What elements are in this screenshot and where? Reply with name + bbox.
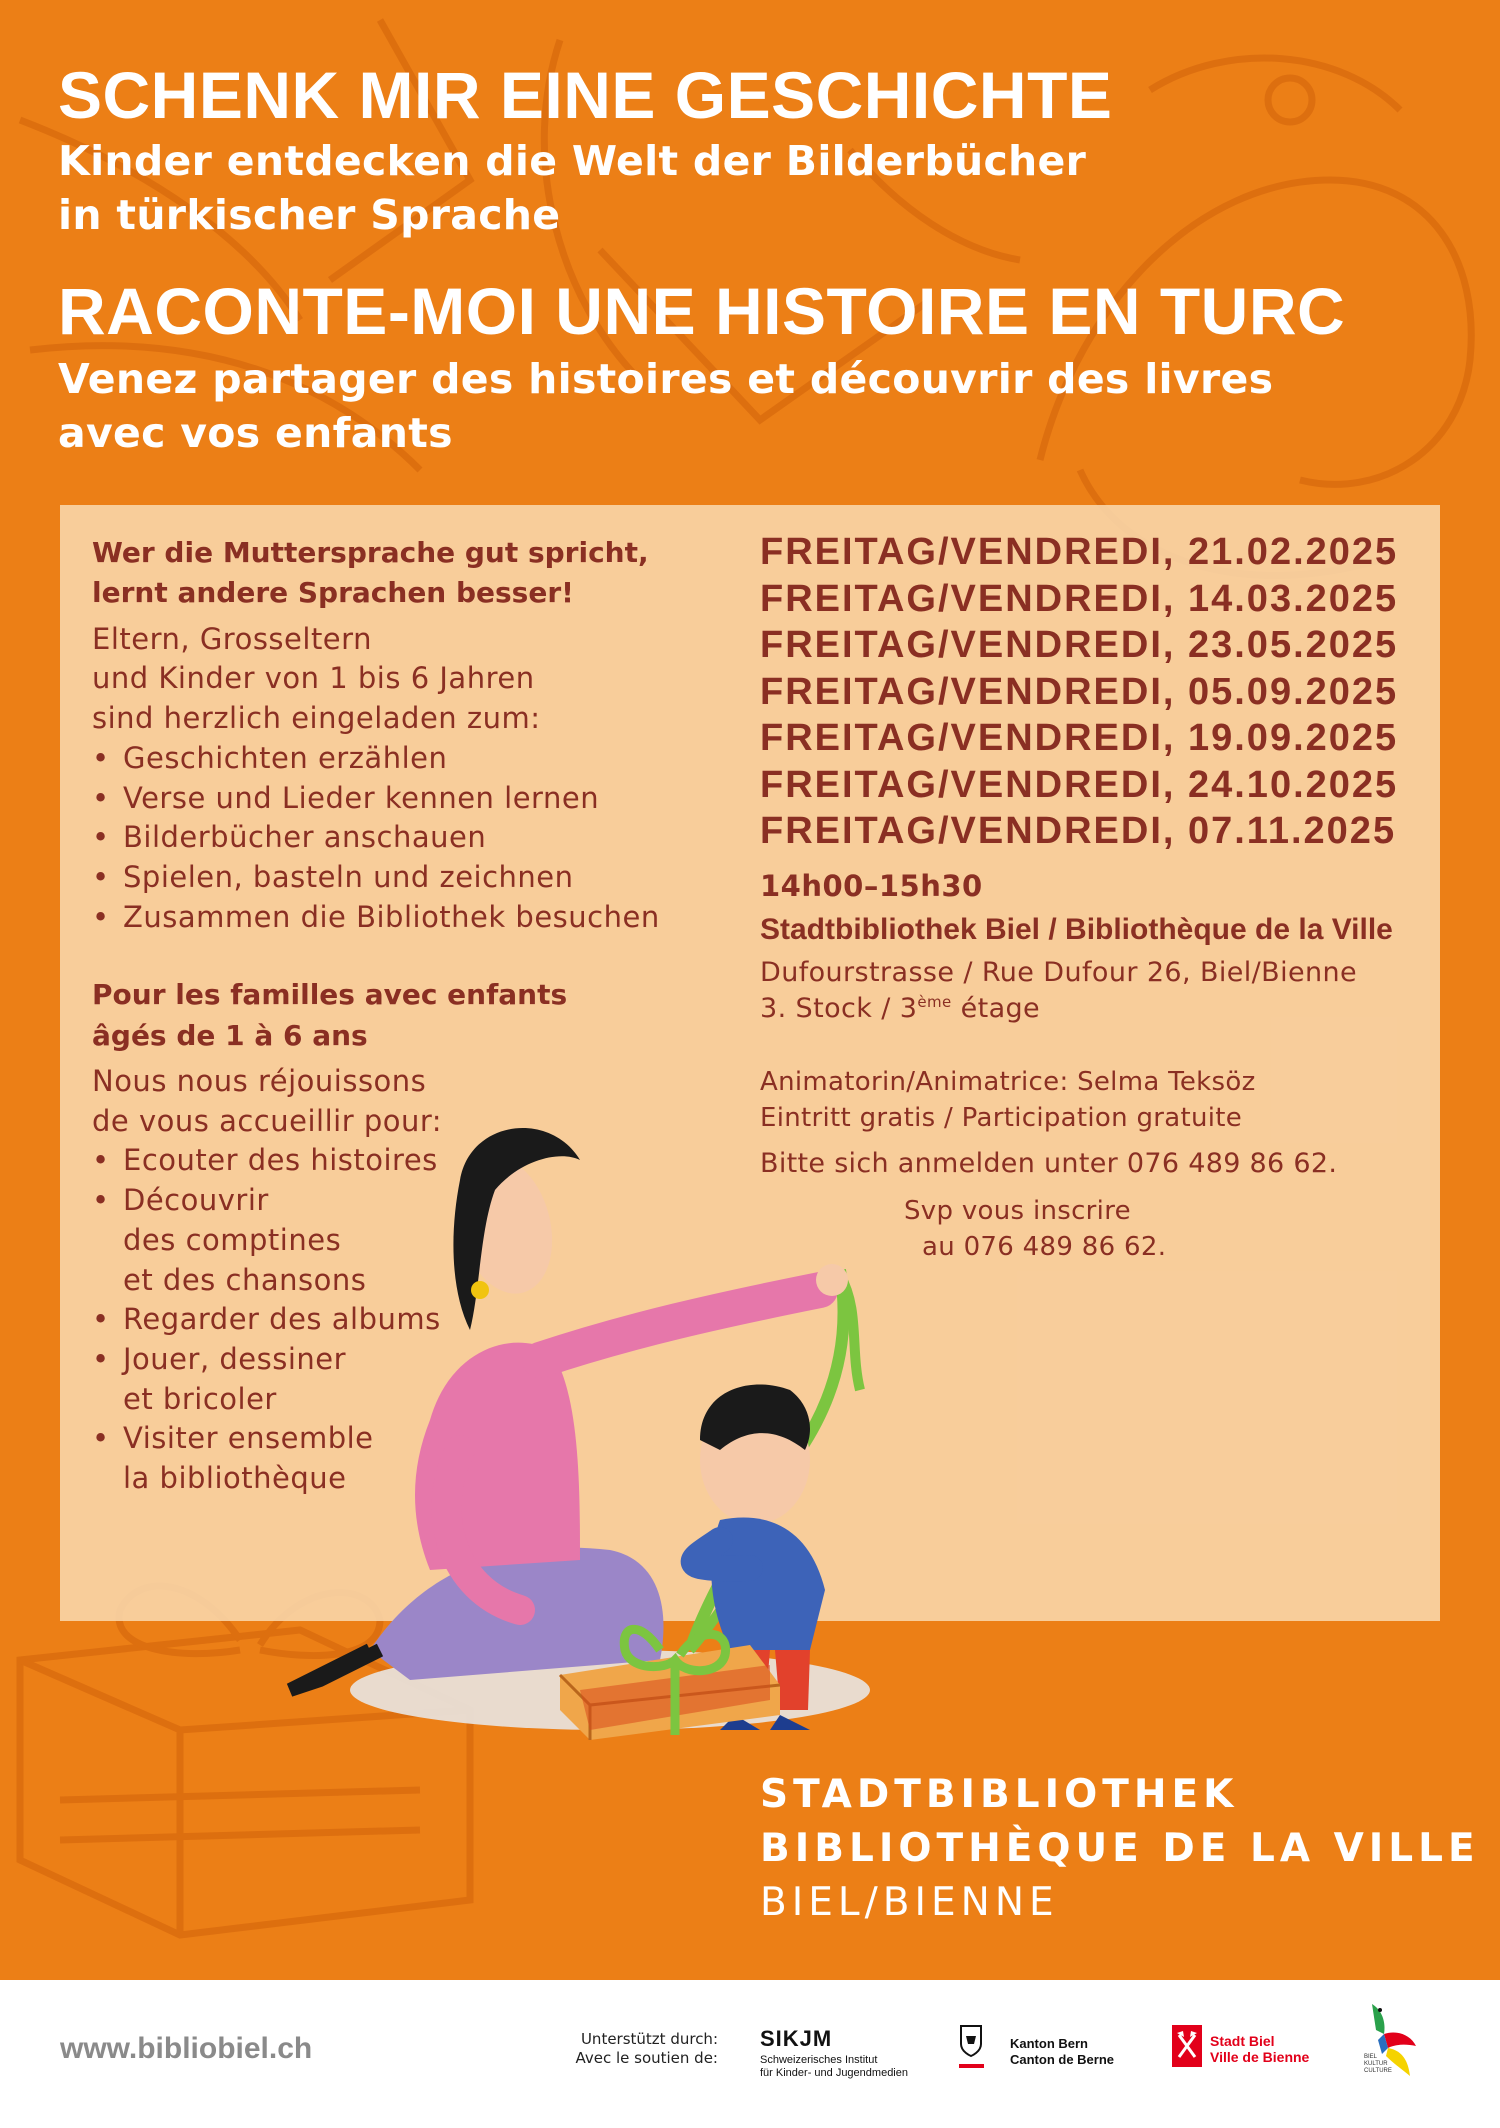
- support-line: Unterstützt durch:: [580, 2030, 718, 2048]
- german-intro: [92, 620, 692, 739]
- list-item: • Geschichten erzählen: [92, 739, 692, 779]
- culture-text: [1364, 2054, 1392, 2075]
- german-lead: [92, 533, 692, 614]
- floor-line: 3. Stock / 3ème étage: [760, 993, 1041, 1025]
- subtitle-german-line: in türkischer Sprache: [58, 191, 561, 240]
- list-item: • Spielen, basteln und zeichnen: [92, 858, 692, 898]
- sikjm-logo: [760, 2028, 908, 2080]
- event-venue: Stadtbibliothek Biel / Bibliothèque de la Ville: [760, 912, 1393, 946]
- biel-text: [1210, 2033, 1350, 2065]
- footer: [0, 1980, 1500, 2128]
- culture-line: CULTURE: [1364, 2068, 1392, 2074]
- french-intro-line: Nous nous réjouissons: [92, 1064, 427, 1098]
- list-item: • Visiter ensemble la bibliothèque: [92, 1419, 692, 1498]
- list-item: • Ecouter des histoires: [92, 1141, 692, 1181]
- german-intro-line: Eltern, Grosseltern: [92, 621, 372, 656]
- culture-line: KULTUR: [1364, 2061, 1388, 2067]
- library-line: BIBLIOTHÈQUE DE LA VILLE: [760, 1826, 1480, 1871]
- french-lead: [92, 975, 692, 1056]
- french-lead-line: Pour les familles avec enfants: [92, 978, 568, 1012]
- entry-line: Eintritt gratis / Participation gratuite: [760, 1103, 1243, 1134]
- event-time: 14h00–15h30: [760, 868, 983, 903]
- website-link[interactable]: www.bibliobiel.ch: [60, 2032, 313, 2065]
- french-lead-line: âgés de 1 à 6 ans: [92, 1018, 368, 1052]
- culture-line: BIEL: [1364, 2054, 1378, 2060]
- biel-axes-icon: [1172, 2025, 1202, 2067]
- list-item: • Regarder des albums: [92, 1300, 692, 1340]
- biel-line: Ville de Bienne: [1210, 2049, 1310, 2065]
- german-activity-list: [92, 739, 692, 938]
- list-item: • Découvrir des comptines et des chansons: [92, 1181, 692, 1300]
- sikjm-line: Schweizerisches Institut: [760, 2054, 878, 2066]
- list-item: • Jouer, dessiner et bricoler: [92, 1340, 692, 1419]
- event-date: FREITAG/VENDREDI, 07.11.2025: [760, 810, 1397, 852]
- biel-line: Stadt Biel: [1210, 2033, 1275, 2049]
- event-date: FREITAG/VENDREDI, 05.09.2025: [760, 670, 1399, 713]
- bern-text: [1010, 2036, 1150, 2068]
- mother-child-gift-illustration: [280, 1090, 1000, 1760]
- subtitle-german-line: Kinder entdecken die Welt der Bilderbücher: [58, 137, 1087, 185]
- event-date: FREITAG/VENDREDI, 24.10.2025: [760, 763, 1399, 806]
- list-item: • Bilderbücher anschauen: [92, 818, 692, 858]
- title-german: SCHENK MIR EINE GESCHICHTE: [58, 58, 1113, 132]
- registration-french-line: Svp vous inscrire: [904, 1195, 1131, 1226]
- subtitle-french: [58, 352, 1273, 460]
- library-name: [760, 1768, 1480, 1930]
- animator-line: Animatorin/Animatrice: Selma Teksöz: [760, 1066, 1256, 1097]
- event-date: FREITAG/VENDREDI, 23.05.2025: [760, 624, 1399, 666]
- french-intro-line: de vous accueillir pour:: [92, 1103, 443, 1138]
- list-item: • Zusammen die Bibliothek besuchen: [92, 898, 692, 938]
- event-address: [760, 955, 1450, 1028]
- event-date: FREITAG/VENDREDI, 14.03.2025: [760, 577, 1399, 620]
- library-line: STADTBIBLIOTHEK: [760, 1772, 1239, 1817]
- address-line: Dufourstrasse / Rue Dufour 26, Biel/Bienne: [760, 956, 1358, 988]
- german-lead-line: Wer die Muttersprache gut spricht,: [92, 536, 649, 569]
- support-line: Avec le soutien de:: [575, 2048, 718, 2067]
- sikjm-name: SIKJM: [760, 2026, 833, 2051]
- subtitle-german: [58, 134, 1086, 242]
- title-french: RACONTE-MOI UNE HISTOIRE EN TURC: [58, 274, 1346, 348]
- registration-german: Bitte sich anmelden unter 076 489 86 62.: [760, 1147, 1338, 1179]
- library-line: BIEL/BIENNE: [760, 1880, 1059, 1925]
- bern-line: Kanton Bern: [1010, 2036, 1088, 2051]
- bern-line: Canton de Berne: [1010, 2052, 1115, 2067]
- list-item: • Verse und Lieder kennen lernen: [92, 779, 692, 819]
- german-intro-line: und Kinder von 1 bis 6 Jahren: [92, 661, 535, 696]
- registration-french-line: au 076 489 86 62.: [922, 1231, 1167, 1262]
- subtitle-french-line: Venez partager des histoires et découvrir des livres: [58, 355, 1274, 403]
- subtitle-french-line: avec vos enfants: [58, 409, 453, 458]
- event-date: FREITAG/VENDREDI, 21.02.2025: [760, 531, 1399, 573]
- german-lead-line: lernt andere Sprachen besser!: [92, 576, 574, 610]
- bern-coat-of-arms-icon: [958, 2024, 984, 2074]
- german-intro-line: sind herzlich eingeladen zum:: [92, 701, 541, 736]
- event-date: FREITAG/VENDREDI, 19.09.2025: [760, 717, 1399, 759]
- sikjm-line: für Kinder- und Jugendmedien: [760, 2067, 908, 2079]
- support-label: [540, 2030, 718, 2068]
